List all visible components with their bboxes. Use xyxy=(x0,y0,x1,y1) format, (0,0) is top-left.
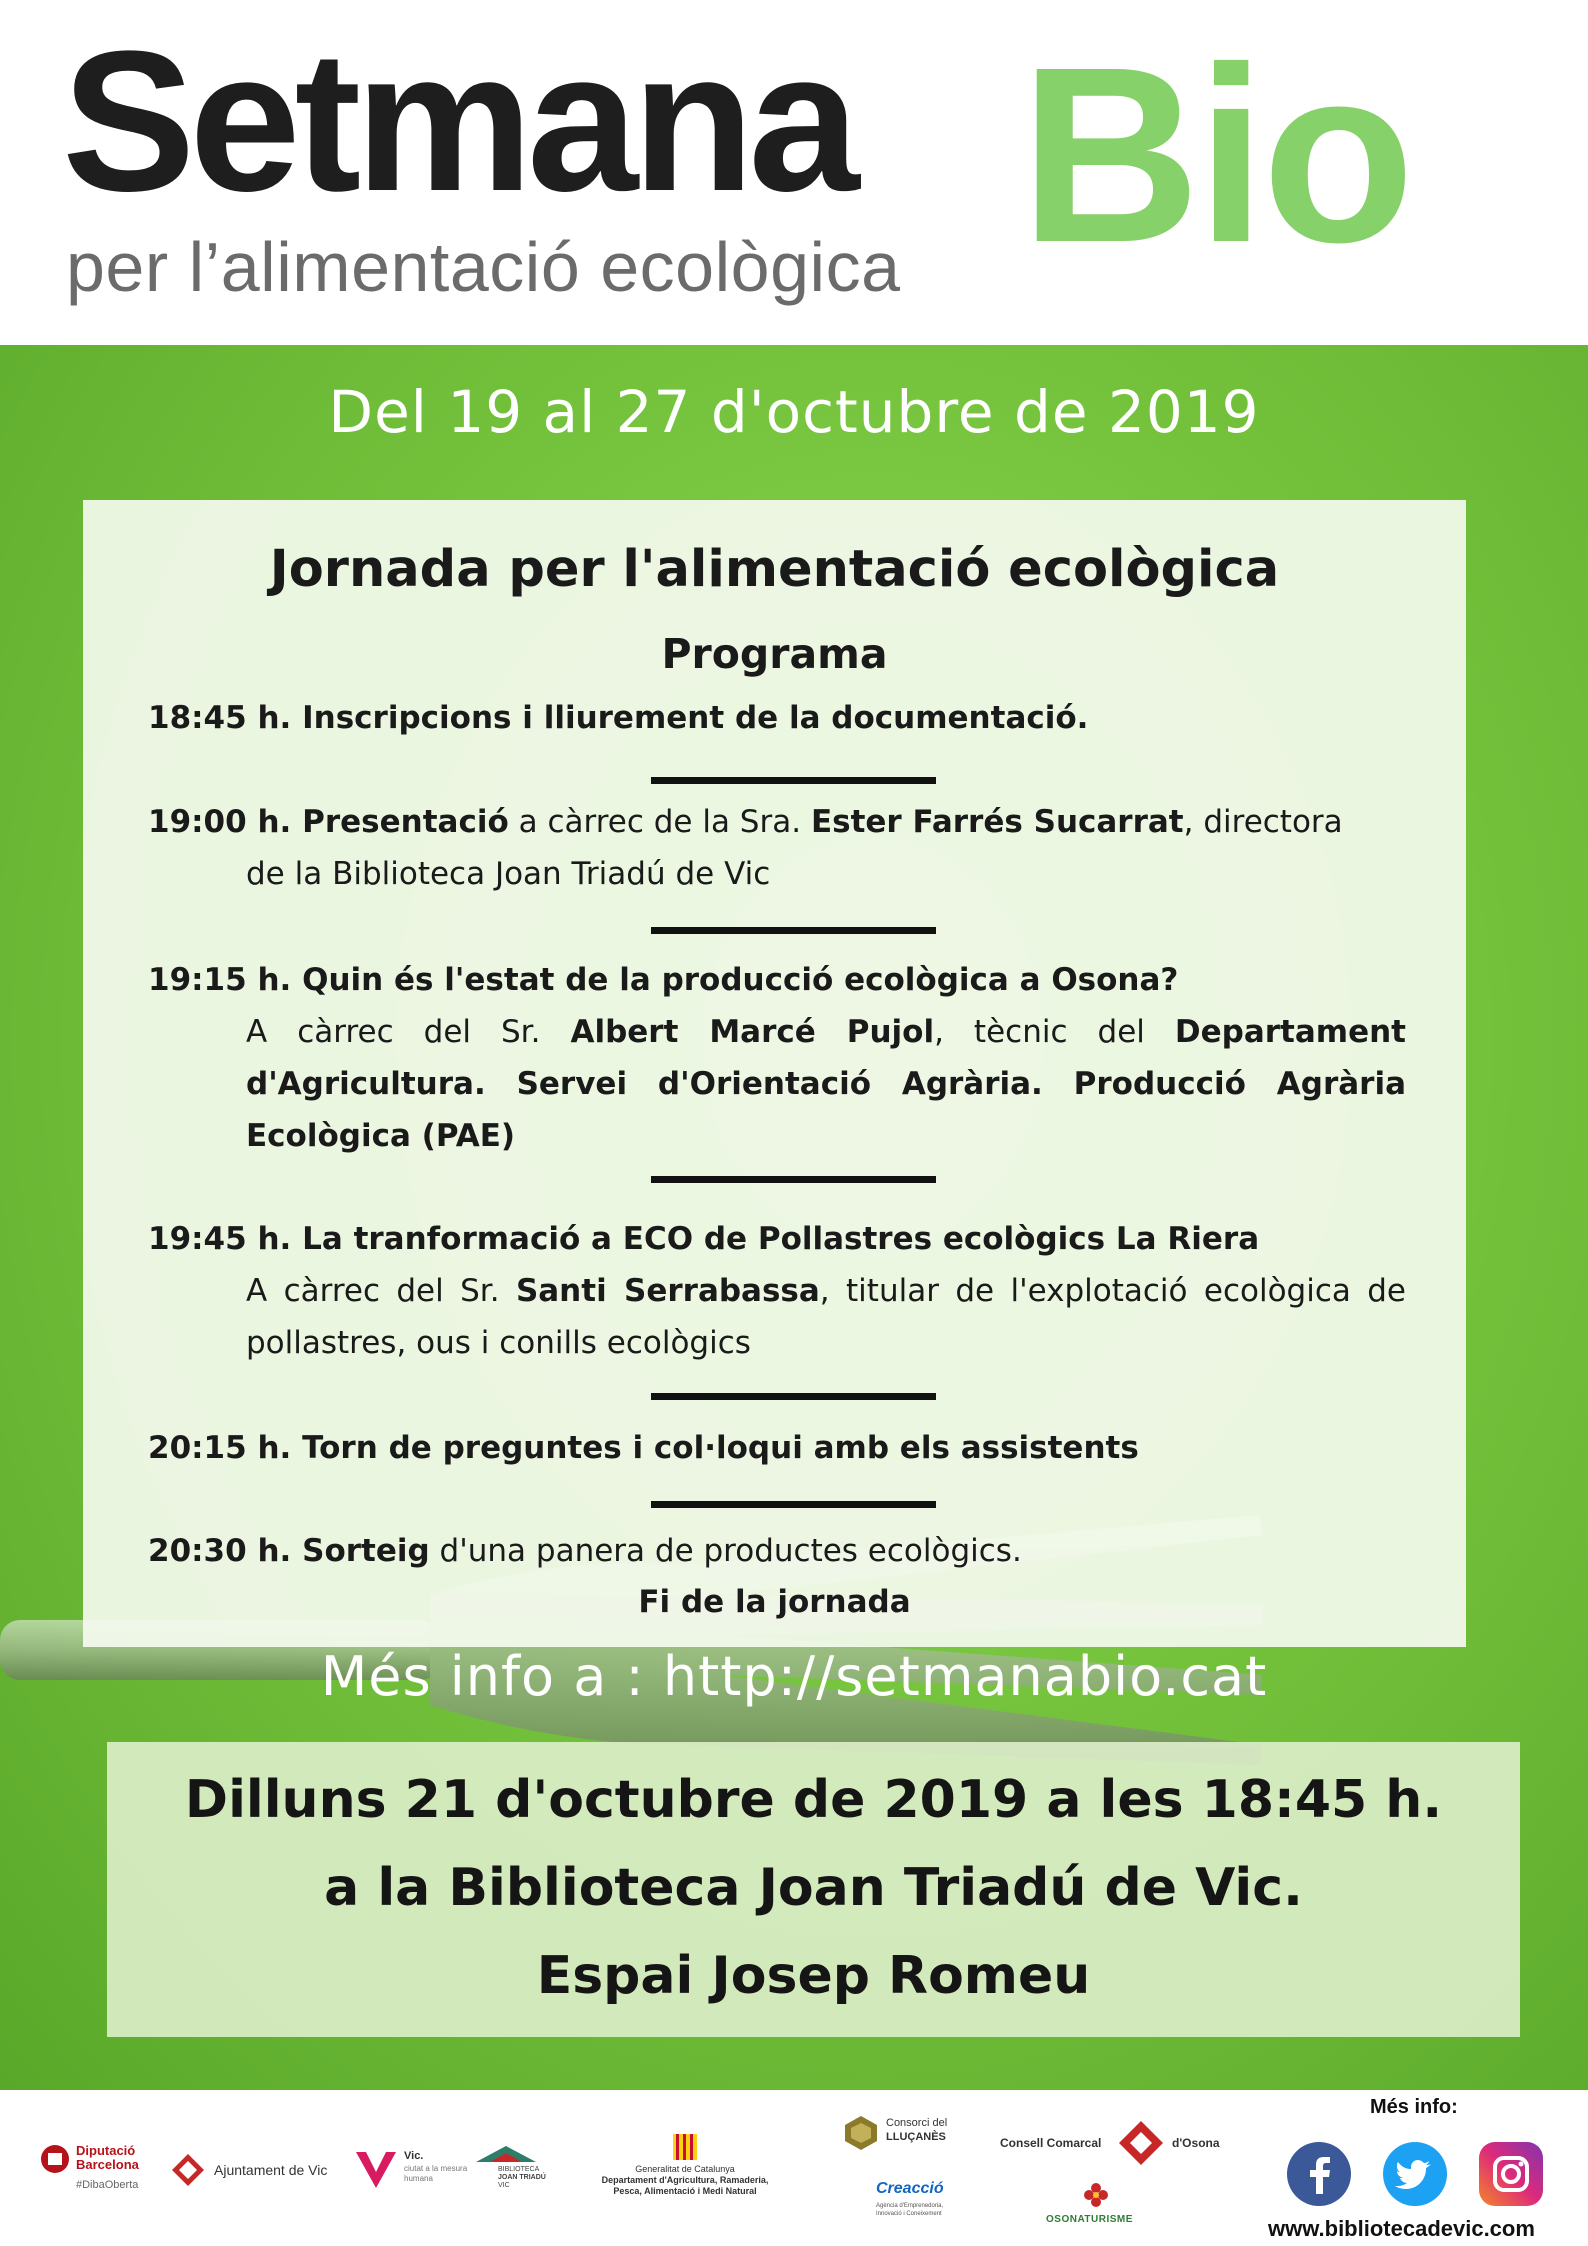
gencat-line3: Pesca, Alimentació i Medi Natural xyxy=(613,2186,757,2196)
program-item-1 xyxy=(148,698,1408,738)
program-panel xyxy=(83,500,1466,1647)
diba-name-2: Barcelona xyxy=(76,2157,139,2172)
item4-line1 xyxy=(246,1271,1406,1311)
ajuntament-name: Ajuntament de Vic xyxy=(214,2162,328,2178)
brand-setmana: Setmana xyxy=(62,10,854,233)
facebook-icon[interactable] xyxy=(1287,2142,1351,2206)
item3-b: , tècnic del xyxy=(934,1014,1175,1050)
vic-shield-icon xyxy=(170,2152,206,2188)
item3-line3: Ecològica (PAE) xyxy=(246,1118,516,1154)
item1-text: Inscripcions i lliurement de la documentació. xyxy=(291,700,1089,736)
biblio-logo-line2: JOAN TRIADÚ xyxy=(498,2174,546,2181)
brand-subtitle: per l’alimentació ecològica xyxy=(66,228,901,306)
item2-name: Ester Farrés Sucarrat xyxy=(810,804,1184,840)
item4-a: A càrrec del Sr. xyxy=(246,1273,516,1309)
vic-tagline: ciutat a la mesura humana xyxy=(404,2164,468,2183)
item2-bold: Presentació xyxy=(291,804,509,840)
divider xyxy=(651,927,936,934)
item1-time: 18:45 h. xyxy=(148,700,292,736)
gencat-line1: Generalitat de Catalunya xyxy=(635,2164,735,2174)
biblio-logo-line3: VIC xyxy=(498,2182,510,2189)
item3-line1 xyxy=(246,1012,1406,1052)
item3-a: A càrrec del Sr. xyxy=(246,1014,571,1050)
creaccio-sub1: Agència d'Emprenedoria, xyxy=(876,2203,944,2209)
item6-bold: Sorteig xyxy=(291,1533,430,1569)
divider xyxy=(651,1176,936,1183)
creaccio-sub2: Innovació i Coneixement xyxy=(876,2211,942,2217)
item3-name: Albert Marcé Pujol xyxy=(570,1014,935,1050)
item6-text: d'una panera de productes ecològics. xyxy=(429,1533,1022,1569)
event-details-box xyxy=(107,1742,1520,2037)
program-item-2 xyxy=(148,802,1408,842)
event-venue: a la Biblioteca Joan Triadú de Vic. xyxy=(324,1858,1303,1918)
event-room: Espai Josep Romeu xyxy=(536,1946,1091,2006)
consorci-line1: Consorci del xyxy=(886,2117,948,2129)
divider xyxy=(651,1393,936,1400)
website-link[interactable]: www.bibliotecadevic.com xyxy=(1268,2216,1535,2241)
item2-text1: a càrrec de la Sra. xyxy=(508,804,811,840)
more-info-link[interactable]: Més info a : http://setmanabio.cat xyxy=(320,1645,1268,1708)
twitter-glyph-icon xyxy=(1383,2142,1447,2206)
item4-line2: pollastres, ous i conills ecològics xyxy=(246,1325,751,1361)
item3-headline: 19:15 h. Quin és l'estat de la producció ecològica a Osona? xyxy=(148,962,1179,998)
biblio-logo-line1: BIBLIOTECA xyxy=(498,2166,540,2173)
flower-icon xyxy=(1083,2182,1109,2208)
divider xyxy=(651,1501,936,1508)
event-date-time: Dilluns 21 d'octubre de 2019 a les 18:45 h. xyxy=(184,1770,1443,1830)
program-subtitle: Programa xyxy=(661,630,888,678)
item2-line2: de la Biblioteca Joan Triadú de Vic xyxy=(246,856,771,892)
item5-headline: 20:15 h. Torn de preguntes i col·loqui amb els assistents xyxy=(148,1430,1139,1466)
vic-brand-text: Vic. xyxy=(404,2150,424,2162)
event-dates: Del 19 al 27 d'octubre de 2019 xyxy=(328,378,1260,446)
header xyxy=(0,0,1588,345)
diba-hashtag: #DibaOberta xyxy=(76,2179,139,2191)
item4-headline: 19:45 h. La tranformació a ECO de Pollastres ecològics La Riera xyxy=(148,1221,1260,1257)
item2-text2: , directora xyxy=(1183,804,1343,840)
program-item-6 xyxy=(148,1531,1408,1571)
program-closing: Fi de la jornada xyxy=(638,1584,911,1620)
consorci-line2: LLUÇANÈS xyxy=(886,2131,946,2143)
gencat-line2: Departament d'Agricultura, Ramaderia, xyxy=(601,2175,769,2185)
footer xyxy=(0,2090,1588,2246)
item3-line2: d'Agricultura. Servei d'Orientació Agrària. Producció Agrària xyxy=(246,1066,1406,1102)
item3-dept: Departament xyxy=(1174,1014,1406,1050)
item6-time: 20:30 h. xyxy=(148,1533,292,1569)
osona-shield-icon xyxy=(1118,2120,1164,2166)
divider xyxy=(651,777,936,784)
item4-name: Santi Serrabassa xyxy=(515,1273,820,1309)
diba-emblem-icon xyxy=(40,2144,70,2174)
consorci-emblem-icon xyxy=(842,2114,880,2152)
osona-turisme-text: OSONATURISME xyxy=(1046,2214,1133,2225)
senyera-icon xyxy=(673,2134,697,2160)
consell-name: Consell Comarcal xyxy=(1000,2136,1102,2150)
facebook-glyph-icon xyxy=(1287,2142,1351,2206)
item2-time: 19:00 h. xyxy=(148,804,292,840)
program-title: Jornada per l'alimentació ecològica xyxy=(269,540,1280,599)
twitter-icon[interactable] xyxy=(1383,2142,1447,2206)
instagram-glyph-icon xyxy=(1479,2142,1543,2206)
biblioteca-emblem-icon xyxy=(476,2144,536,2164)
item4-b: , titular de l'explotació ecològica de xyxy=(819,1273,1406,1309)
mes-info-label: Més info: xyxy=(1370,2096,1458,2118)
brand-bio: Bio xyxy=(1020,15,1411,294)
creaccio-name: Creacció xyxy=(876,2180,944,2197)
osona-name: d'Osona xyxy=(1172,2136,1220,2150)
diba-name-1: Diputació xyxy=(76,2143,136,2158)
vic-heart-icon xyxy=(352,2146,400,2190)
instagram-icon[interactable] xyxy=(1479,2142,1543,2206)
